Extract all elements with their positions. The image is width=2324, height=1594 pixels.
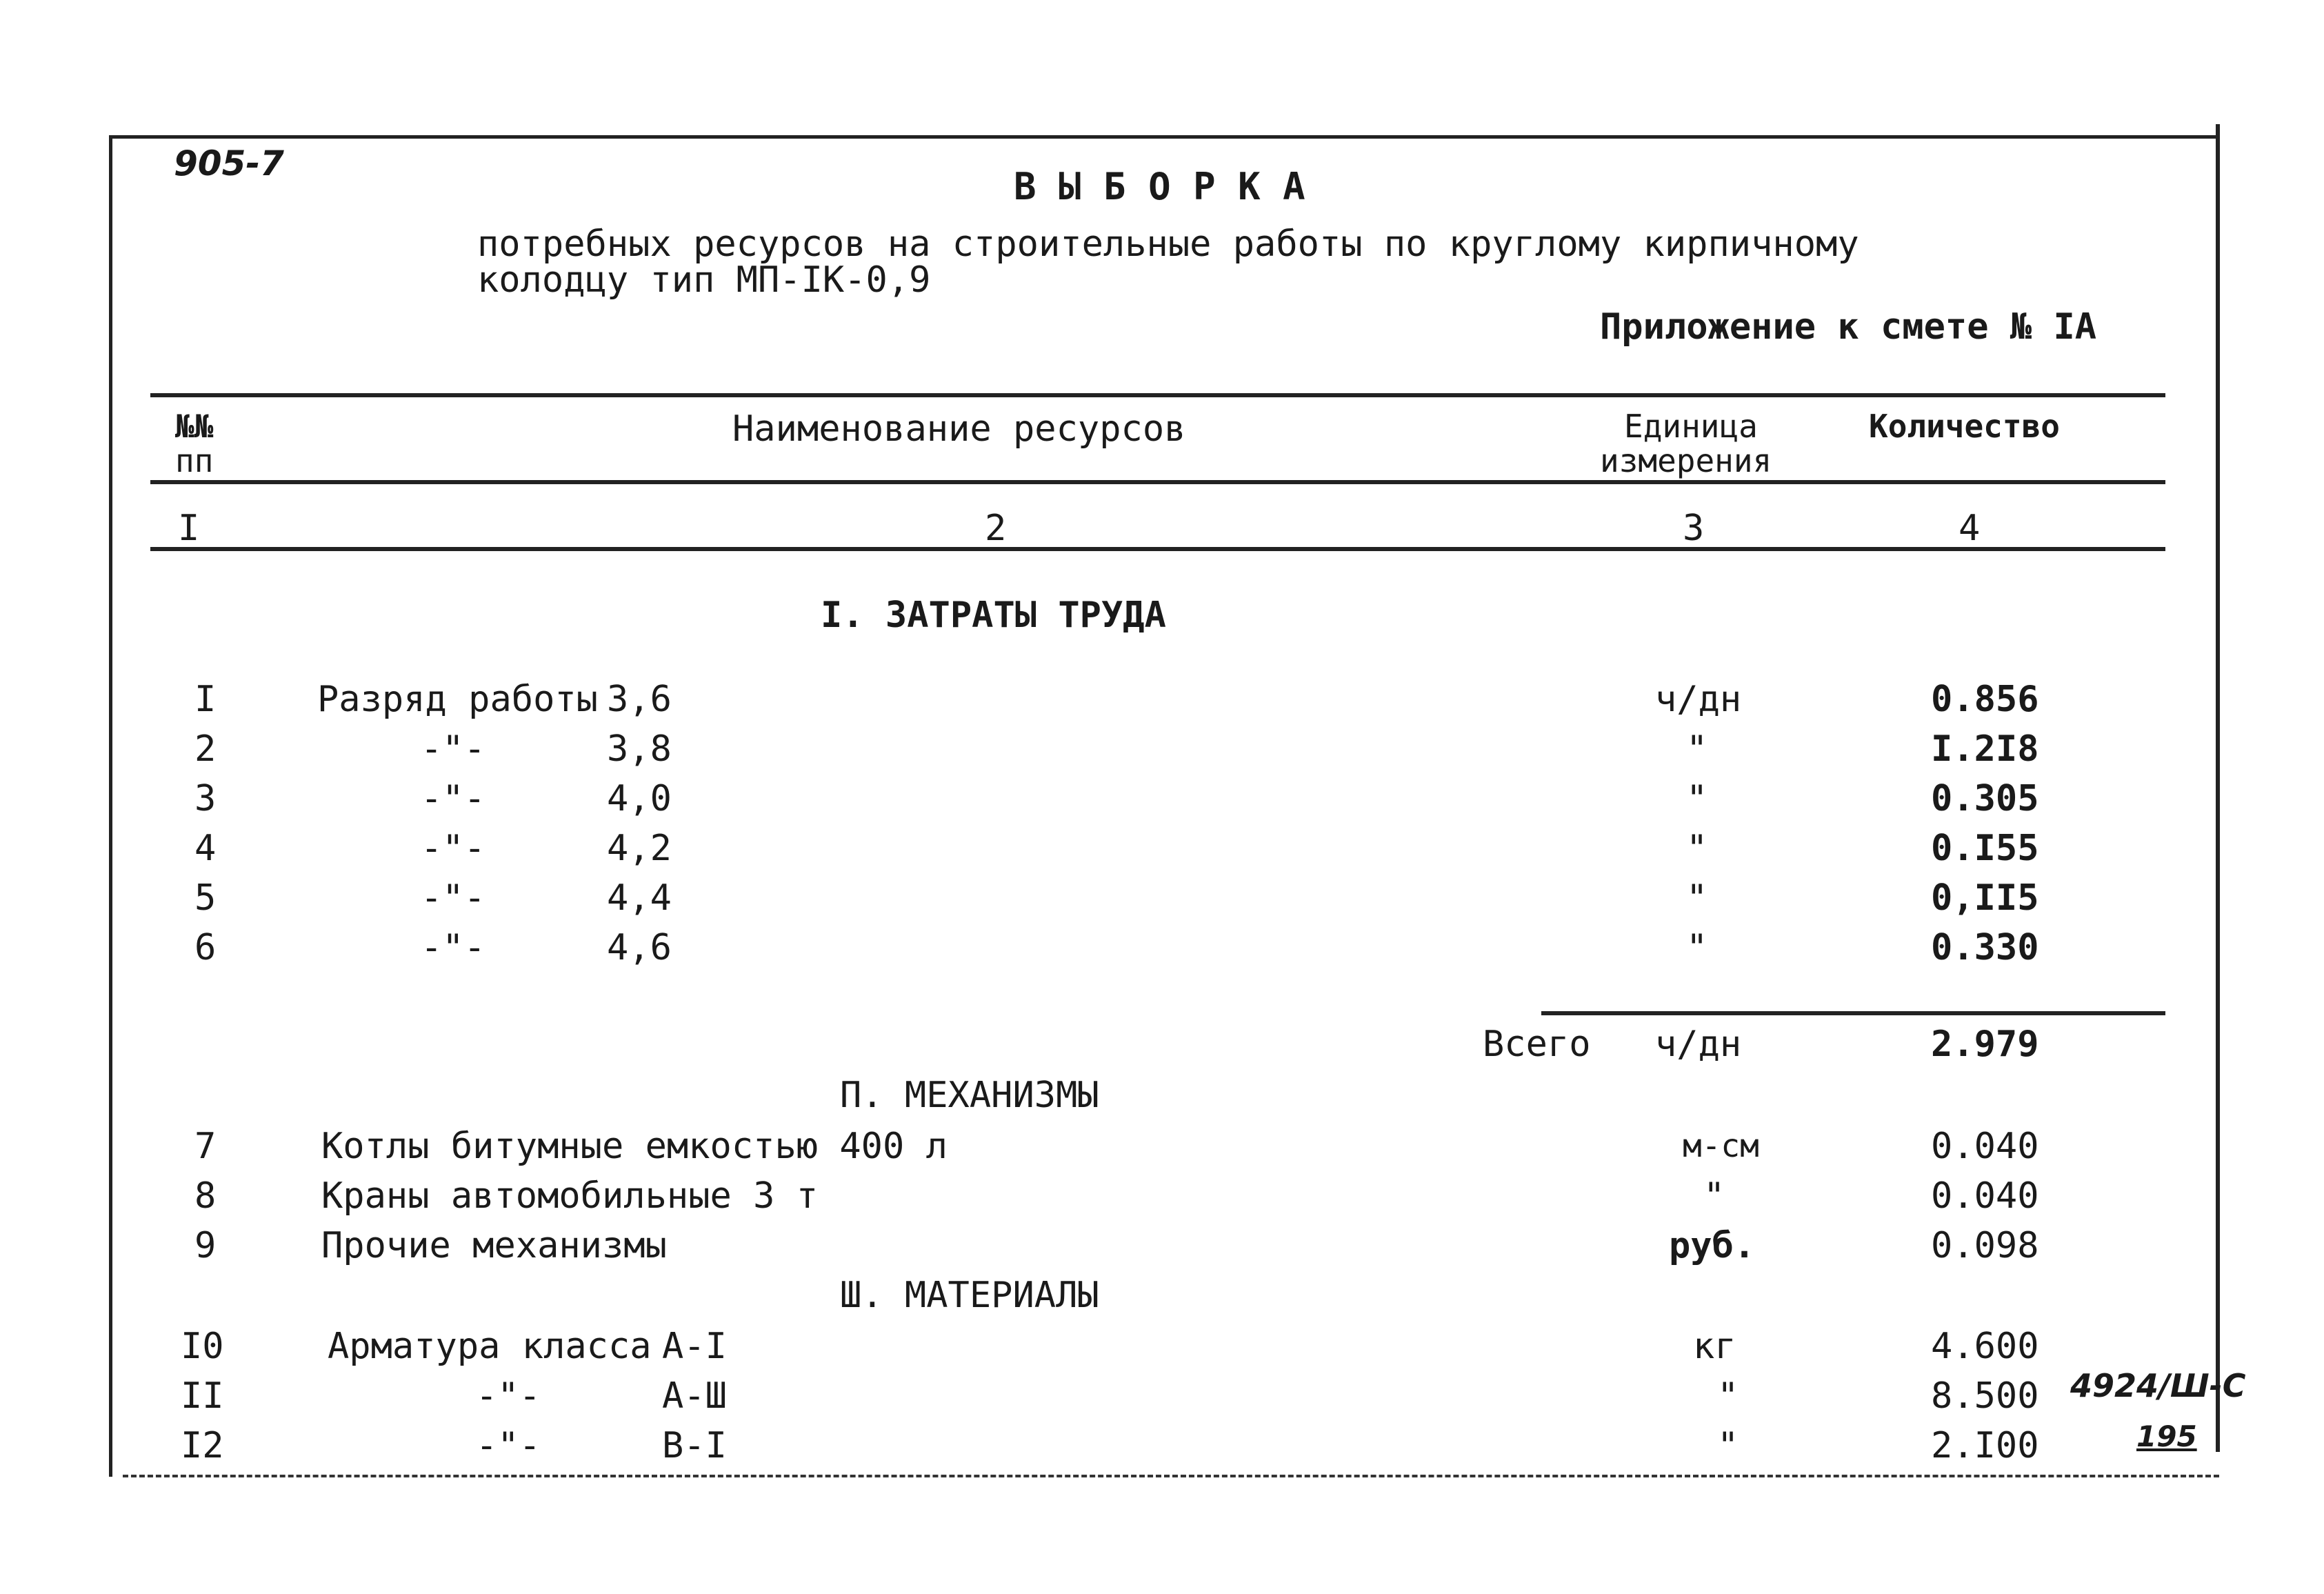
table-row-2-num: 2 — [194, 728, 217, 770]
header-bottom-rule — [150, 480, 2165, 484]
table-row-6-name: -"- — [421, 927, 485, 968]
table-row-7-num: 7 — [194, 1126, 217, 1167]
table-row-4-grade: 4,2 — [607, 828, 672, 869]
table-row-12-num: I2 — [181, 1425, 224, 1466]
frame-bottom-border — [123, 1475, 2219, 1477]
frame-right-border — [2216, 124, 2220, 1452]
table-row-11-qty: 8.500 — [1931, 1375, 2039, 1417]
table-row-9-name: Прочие механизмы — [321, 1225, 667, 1266]
document-title: В Ы Б О Р К А — [1014, 165, 1305, 208]
table-row-8-unit: " — [1703, 1175, 1725, 1217]
table-row-9-num: 9 — [194, 1225, 217, 1266]
table-row-7-unit: м-см — [1683, 1127, 1759, 1164]
table-row-10-qty: 4.600 — [1931, 1326, 2039, 1367]
table-row-5-name: -"- — [421, 877, 485, 919]
table-row-12-unit: " — [1717, 1425, 1739, 1466]
table-row-2-name: -"- — [421, 728, 485, 770]
table-row-2-unit: " — [1686, 728, 1708, 770]
table-row-8-name: Краны автомобильные 3 т — [321, 1175, 819, 1217]
header-col-name: Наименование ресурсов — [732, 408, 1186, 450]
table-row-12-class: В-I — [662, 1425, 727, 1466]
table-row-12-qty: 2.I00 — [1931, 1425, 2039, 1466]
table-row-11-name: -"- — [476, 1375, 541, 1417]
table-row-5-grade: 4,4 — [607, 877, 672, 919]
stamp-page-number: 195 — [2136, 1419, 2197, 1453]
table-row-6-unit: " — [1686, 927, 1708, 968]
table-row-4-num: 4 — [194, 828, 217, 869]
table-row-6-num: 6 — [194, 927, 217, 968]
appendix-label: Приложение к смете № IА — [1600, 306, 2097, 348]
column-number-2: 2 — [985, 508, 1007, 549]
table-row-1-num: I — [194, 679, 217, 720]
total-qty: 2.979 — [1931, 1024, 2039, 1065]
table-row-10-unit: кг — [1693, 1326, 1736, 1367]
frame-top-border — [109, 135, 2219, 139]
table-row-4-qty: 0.I55 — [1931, 828, 2039, 869]
total-unit: ч/дн — [1655, 1024, 1742, 1065]
header-col-unit-2: измерения — [1600, 442, 1772, 479]
table-row-7-qty: 0.040 — [1931, 1126, 2039, 1167]
table-row-11-num: II — [181, 1375, 224, 1417]
table-row-4-unit: " — [1686, 828, 1708, 869]
frame-left-border — [109, 135, 112, 1477]
subtitle-line-1: потребных ресурсов на строительные работы по круглому кирпичному — [477, 223, 1859, 265]
table-row-2-grade: 3,8 — [607, 728, 672, 770]
table-row-11-unit: " — [1717, 1375, 1739, 1417]
table-row-5-qty: 0,II5 — [1931, 877, 2039, 919]
column-number-rule — [150, 547, 2165, 551]
table-row-5-unit: " — [1686, 877, 1708, 919]
table-row-10-num: I0 — [181, 1326, 224, 1367]
subtitle-line-2: колодцу тип МП-IК-0,9 — [477, 259, 931, 301]
column-number-3: 3 — [1683, 508, 1705, 549]
section-labor-title: I. ЗАТРАТЫ ТРУДА — [821, 595, 1166, 636]
table-row-9-unit: руб. — [1669, 1225, 1756, 1266]
table-row-2-qty: I.2I8 — [1931, 728, 2039, 770]
total-rule — [1541, 1011, 2165, 1015]
table-row-6-grade: 4,6 — [607, 927, 672, 968]
table-row-1-unit: ч/дн — [1655, 679, 1742, 720]
total-label: Всего — [1483, 1024, 1591, 1065]
table-top-rule — [150, 393, 2165, 397]
header-col-number-1: №№ — [175, 408, 214, 445]
table-row-8-num: 8 — [194, 1175, 217, 1217]
table-row-3-qty: 0.305 — [1931, 778, 2039, 819]
table-row-1-grade: 3,6 — [607, 679, 672, 720]
table-row-1-qty: 0.856 — [1931, 679, 2039, 720]
table-row-1-name: Разряд работы — [317, 679, 598, 720]
table-row-10-class: А-I — [662, 1326, 727, 1367]
stamp-code: 4924/Ш-С — [2070, 1367, 2246, 1404]
column-number-4: 4 — [1959, 508, 1981, 549]
section-materials-title: Ш. МАТЕРИАЛЫ — [840, 1275, 1099, 1316]
document-code: 905-7 — [174, 143, 284, 183]
table-row-5-num: 5 — [194, 877, 217, 919]
section-mechanisms-title: П. МЕХАНИЗМЫ — [840, 1075, 1099, 1116]
table-row-11-class: А-Ш — [662, 1375, 727, 1417]
table-row-6-qty: 0.330 — [1931, 927, 2039, 968]
table-row-12-name: -"- — [476, 1425, 541, 1466]
table-row-3-unit: " — [1686, 778, 1708, 819]
table-row-3-name: -"- — [421, 778, 485, 819]
column-number-1: I — [178, 508, 200, 549]
header-col-unit-1: Единица — [1624, 408, 1758, 445]
table-row-3-grade: 4,0 — [607, 778, 672, 819]
table-row-9-qty: 0.098 — [1931, 1225, 2039, 1266]
table-row-7-name: Котлы битумные емкостью 400 л — [321, 1126, 948, 1167]
table-row-10-name: Арматура класса — [328, 1326, 652, 1367]
table-row-4-name: -"- — [421, 828, 485, 869]
table-row-3-num: 3 — [194, 778, 217, 819]
header-col-quantity: Количество — [1869, 408, 2060, 445]
header-col-number-2: пп — [175, 442, 214, 479]
table-row-8-qty: 0.040 — [1931, 1175, 2039, 1217]
